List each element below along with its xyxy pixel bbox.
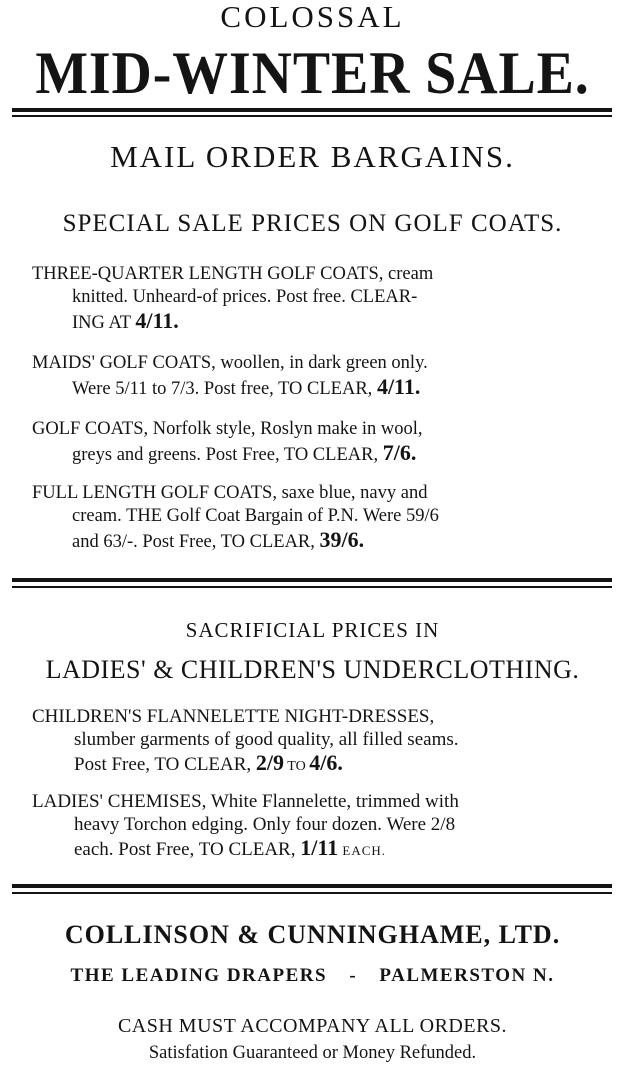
item-line: slumber garments of good quality, all filled seams. <box>74 729 459 750</box>
tagline-left: THE LEADING DRAPERS <box>70 965 328 986</box>
item-line: heavy Torchon edging. Only four dozen. Were 2/8 <box>74 814 456 835</box>
underclothing-heading-top: SACRIFICIAL PRICES IN <box>185 618 440 642</box>
mail-order-heading: MAIL ORDER BARGAINS. <box>110 139 515 174</box>
golf-coat-item-three-quarter <box>32 263 602 335</box>
item-line: GOLF COATS, Norfolk style, Roslyn make in wool, <box>32 419 423 439</box>
sale-price: 4/11. <box>135 308 179 333</box>
item-line: LADIES' CHEMISES, White Flannelette, trimmed with <box>32 791 459 812</box>
item-text: and 63/-. Post Free, TO CLEAR, <box>72 532 320 552</box>
sale-price-from: 2/9 <box>255 750 285 775</box>
item-line <box>32 309 602 335</box>
item-text: greys and greens. Post Free, TO CLEAR, <box>72 445 383 465</box>
tagline-right: PALMERSTON N. <box>379 965 555 986</box>
sale-price: 4/11. <box>376 374 421 399</box>
item-line: FULL LENGTH GOLF COATS, saxe blue, navy and <box>32 483 428 503</box>
underclothing-item-night-dresses <box>32 705 602 778</box>
headline-rule-thin <box>12 115 612 117</box>
item-text: each. Post Free, TO CLEAR, <box>74 839 301 860</box>
underclothing-item-chemises <box>32 790 602 862</box>
golf-coat-item-norfolk <box>32 418 602 467</box>
item-line: CHILDREN'S FLANNELETTE NIGHT-DRESSES, <box>32 706 435 727</box>
sale-price: 1/11 <box>300 835 339 860</box>
item-text: ING AT <box>72 313 136 333</box>
footer-rule-thick <box>12 884 612 888</box>
sale-price: 39/6. <box>319 527 365 552</box>
cash-notice: CASH MUST ACCOMPANY ALL ORDERS. <box>117 1015 508 1037</box>
item-line <box>32 528 602 554</box>
item-line: cream. THE Golf Coat Bargain of P.N. Were 59/6 <box>72 506 439 526</box>
satisfaction-notice: Satisfation Guaranteed or Money Refunded. <box>148 1043 477 1063</box>
headline-rule-thick <box>12 108 612 112</box>
company-tagline <box>0 965 625 987</box>
item-line <box>32 836 602 862</box>
item-line <box>32 375 602 401</box>
item-line: MAIDS' GOLF COATS, woollen, in dark green only. <box>32 353 428 373</box>
footer-rule-thin <box>12 892 612 894</box>
sale-headline: MID-WINTER SALE. <box>35 40 590 106</box>
sale-price-to: 4/6. <box>309 750 343 775</box>
golf-coat-item-full-length <box>32 482 602 554</box>
company-name: COLLINSON & CUNNINGHAME, LTD. <box>64 920 561 949</box>
item-line <box>32 751 602 778</box>
golf-coat-item-maids <box>32 352 602 401</box>
golf-section-heading: SPECIAL SALE PRICES ON GOLF COATS. <box>62 210 563 237</box>
section-rule-thick <box>12 578 612 582</box>
section-rule-thin <box>12 586 612 588</box>
price-unit: EACH. <box>338 843 387 858</box>
colossal-heading: COLOSSAL <box>220 0 405 34</box>
tagline-separator: - <box>349 965 358 986</box>
underclothing-heading: LADIES' & CHILDREN'S UNDERCLOTHING. <box>45 655 580 684</box>
item-line <box>32 441 602 467</box>
price-range-word: TO <box>284 759 310 774</box>
item-line: knitted. Unheard-of prices. Post free. CLEAR- <box>72 287 418 307</box>
item-text: Were 5/11 to 7/3. Post free, TO CLEAR, <box>72 379 377 399</box>
item-text: Post Free, TO CLEAR, <box>74 754 256 775</box>
item-line: THREE-QUARTER LENGTH GOLF COATS, cream <box>32 264 434 284</box>
sale-price: 7/6. <box>382 440 417 465</box>
